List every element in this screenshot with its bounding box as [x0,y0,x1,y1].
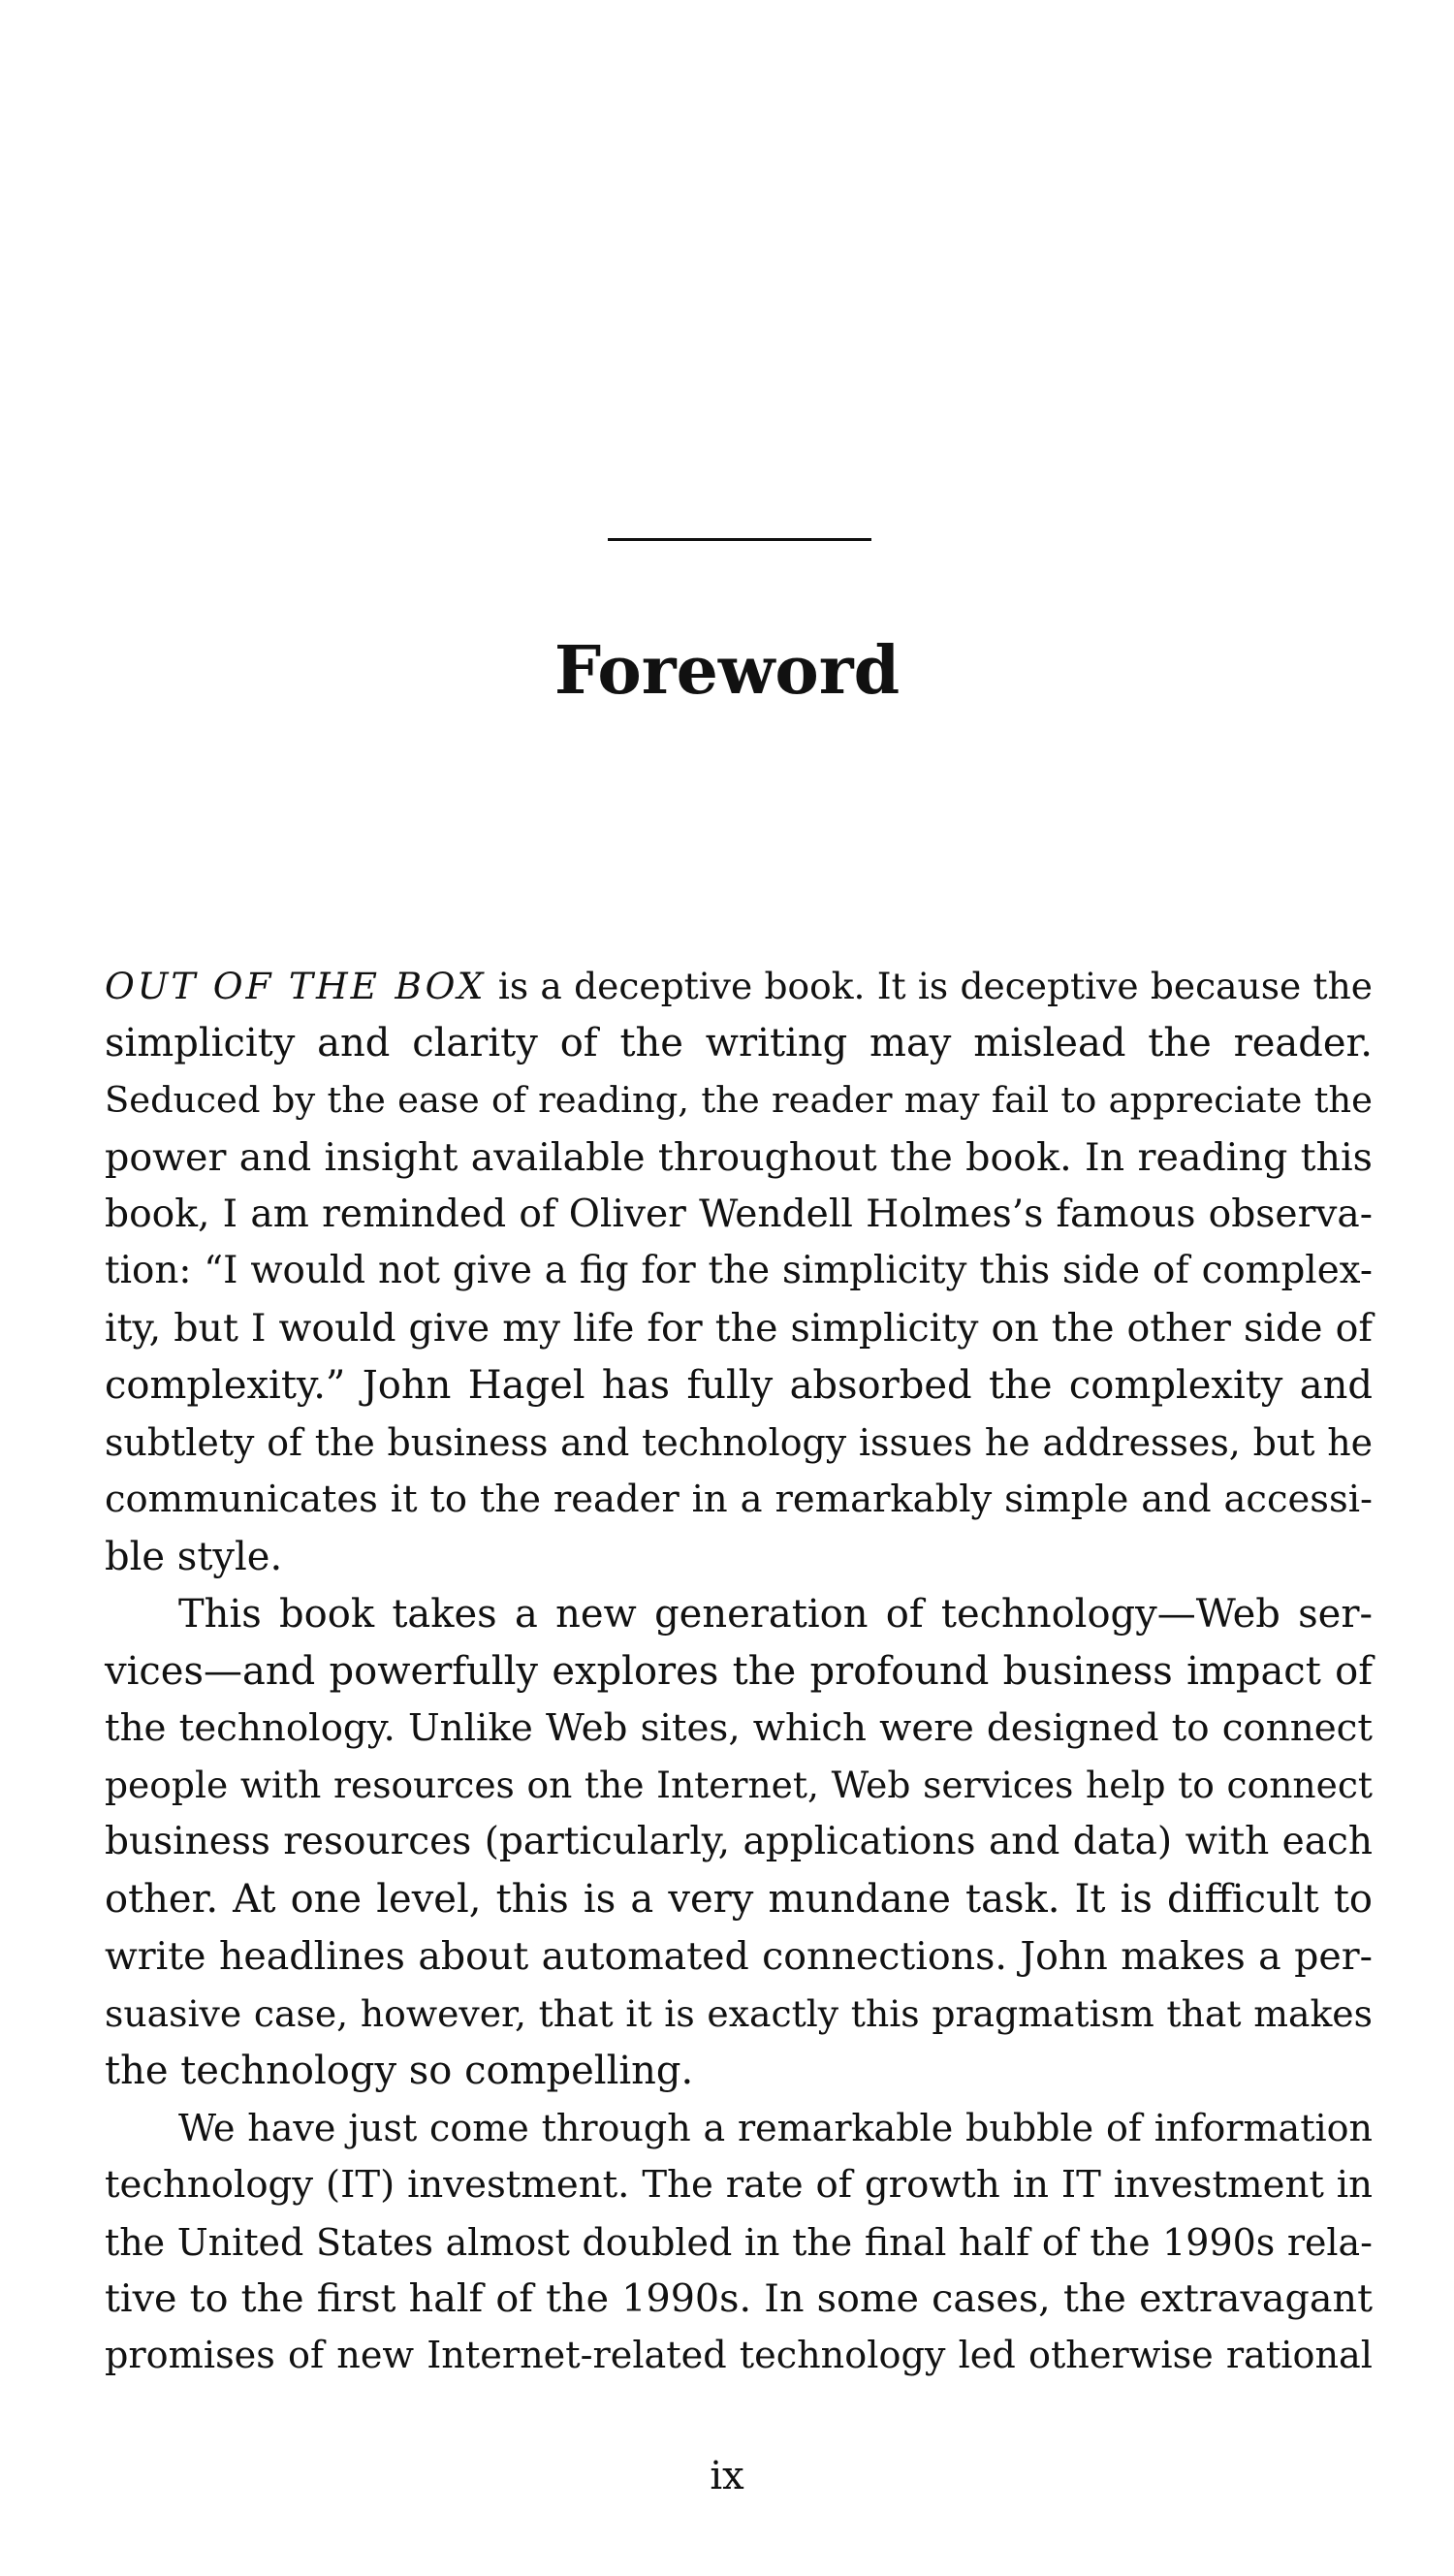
text-line: business resources (particularly, applications and data) with each [105,1820,1373,1864]
body-text [105,958,1373,2385]
text-line: the technology so compelling. [105,2048,694,2093]
text-line: the technology. Unlike Web sites, which were designed to connect [105,1705,1373,1750]
text-line: subtlety of the business and technology issues he addresses, but he [105,1421,1373,1465]
title-rule [608,538,871,541]
text-line: the United States almost doubled in the final half of the 1990s rela- [105,2220,1373,2264]
text-line: write headlines about automated connections. John makes a per- [105,1934,1373,1980]
text-line: This book takes a new generation of technology—Web ser- [178,1591,1373,1637]
text-line: suasive case, however, that it is exactly this pragmatism that makes [105,1992,1373,2036]
text-line: ble style. [105,1534,283,1579]
text-line: other. At one level, this is a very mundane task. It is difficult to [105,1877,1373,1923]
paragraph-3 [105,2100,1373,2385]
text-line [105,958,1373,1015]
text-line: power and insight available throughout the book. In reading this [105,1134,1373,1180]
text-line: book, I am reminded of Oliver Wendell Holmes’s famous observa- [105,1192,1373,1236]
text-line: complexity.” John Hagel has fully absorbed the complexity and [105,1363,1373,1409]
text-line: simplicity and clarity of the writing may mislead the reader. [105,1020,1373,1065]
page-number: ix [710,2454,744,2498]
text-line: promises of new Internet-related technology led otherwise rational [105,2335,1373,2378]
text-line: people with resources on the Internet, Web services help to connect [105,1764,1373,1807]
text-line: ity, but I would give my life for the simplicity on the other side of [105,1306,1373,1352]
page-title: Foreword [553,632,901,710]
text-line: We have just come through a remarkable bubble of information [178,2106,1373,2149]
text-line: communicates it to the reader in a remarkably simple and accessi- [105,1478,1373,1522]
text-line: Seduced by the ease of reading, the reader may fail to appreciate the [105,1078,1373,1121]
book-title-italic: OUT OF THE BOX [105,965,487,1007]
line-text: is a deceptive book. It is deceptive because the [486,965,1373,1007]
paragraph-2 [105,1586,1373,2100]
text-line: tion: “I would not give a fig for the simplicity this side of complex- [105,1249,1373,1293]
text-line: technology (IT) investment. The rate of growth in IT investment in [105,2162,1373,2207]
paragraph-1 [105,958,1373,1586]
text-line: tive to the first half of the 1990s. In some cases, the extravagant [105,2276,1373,2322]
text-line: vices—and powerfully explores the profound business impact of [105,1648,1373,1694]
